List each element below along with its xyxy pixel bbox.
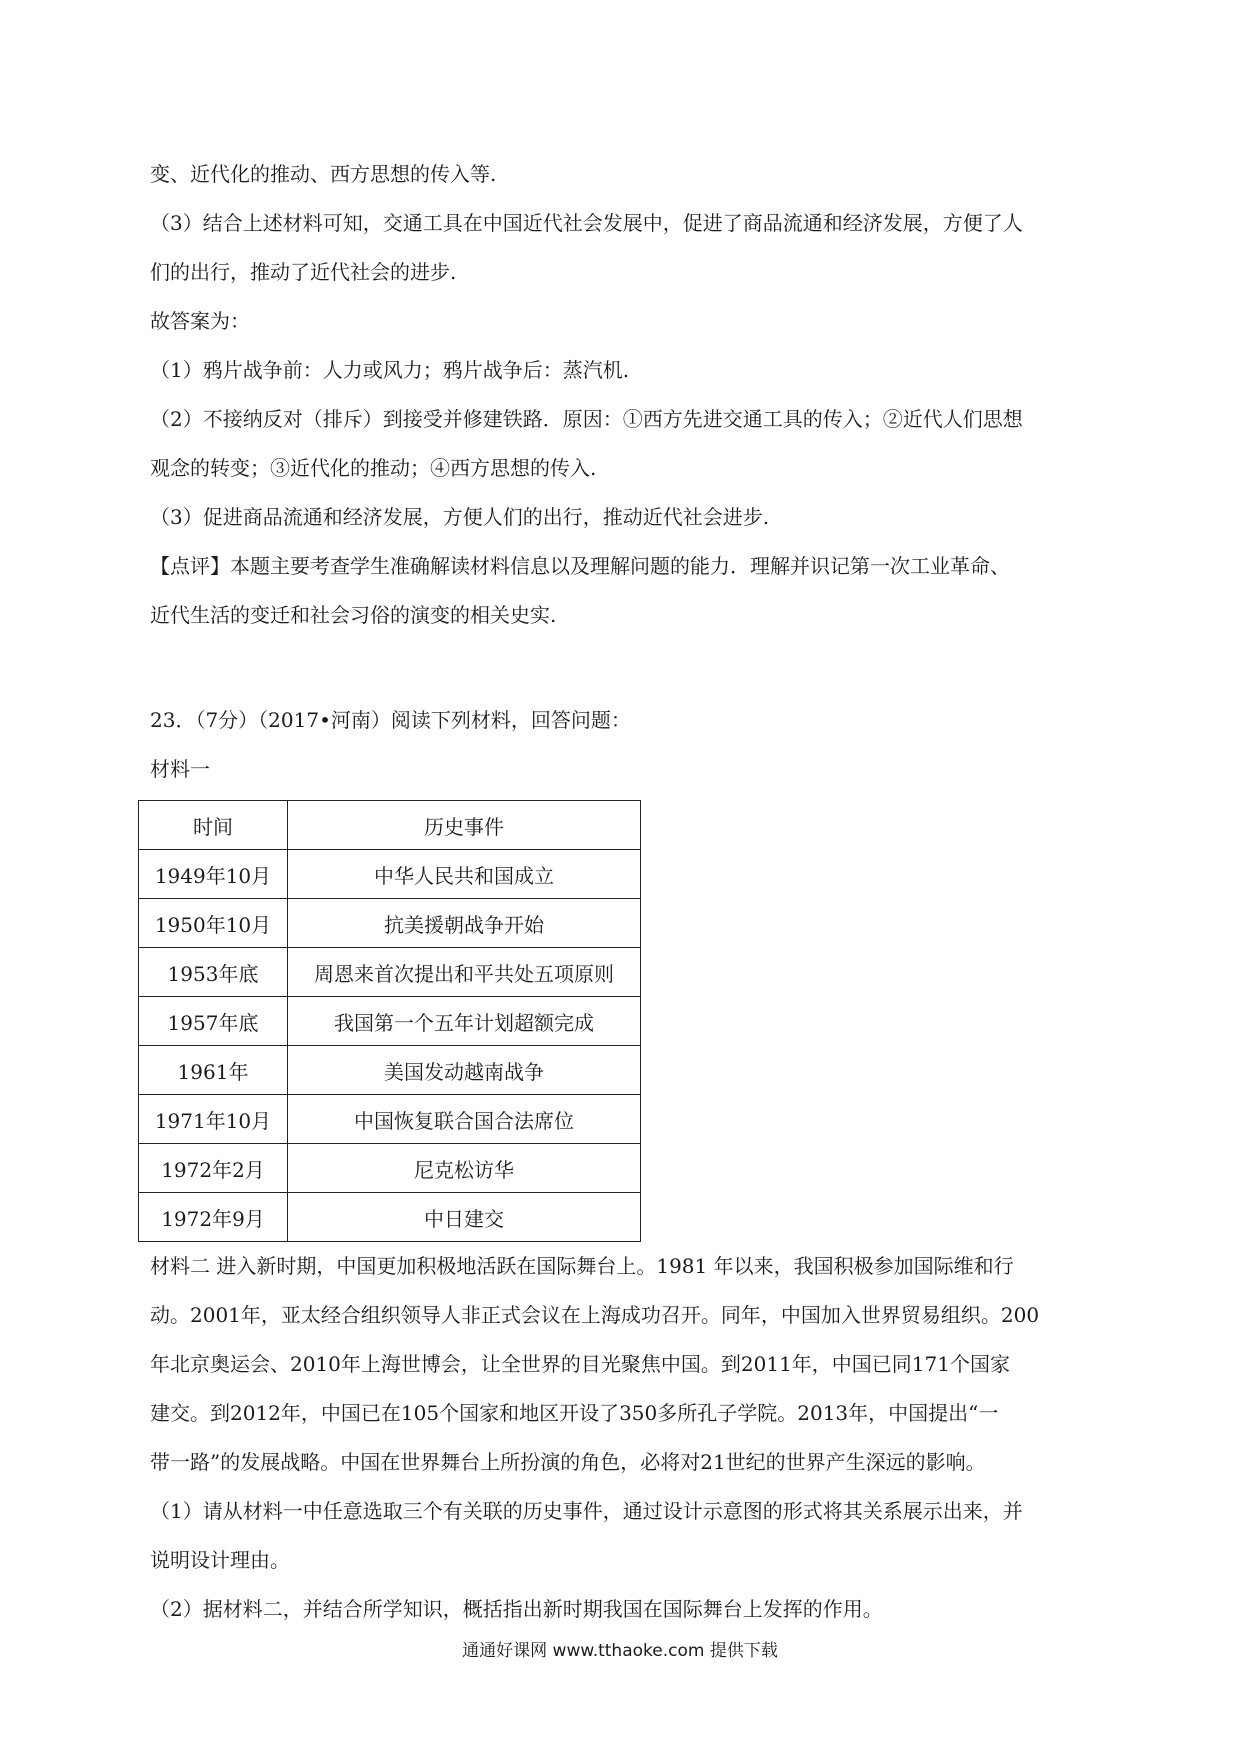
- material-one-label: 材料一: [150, 757, 210, 781]
- comment-line: 【点评】本题主要考查学生准确解读材料信息以及理解问题的能力．理解并识记第一次工业革命、: [150, 554, 1010, 578]
- material-two: [150, 1242, 1100, 1487]
- answer-line: （3）促进商品流通和经济发展，方便人们的出行，推动近代社会进步.: [150, 505, 770, 529]
- table-header-time: 时间: [139, 801, 288, 850]
- answer-line: 变、近代化的推动、西方思想的传入等.: [150, 162, 497, 186]
- table-row: [139, 1046, 641, 1095]
- table-cell-event: 抗美援朝战争开始: [288, 899, 641, 948]
- table-cell-event: 中华人民共和国成立: [288, 850, 641, 899]
- table-row: [139, 1144, 641, 1193]
- material-two-line: 年北京奥运会、2010年上海世博会，让全世界的目光聚焦中国。到2011年，中国已同171个国家: [150, 1352, 1010, 1376]
- material-two-line: 动。2001年，亚太经合组织领导人非正式会议在上海成功召开。同年，中国加入世界贸易组织。200: [150, 1303, 1040, 1327]
- table-cell-event: 中日建交: [288, 1193, 641, 1242]
- sub-question-line: （1）请从材料一中任意选取三个有关联的历史事件，通过设计示意图的形式将其关系展示出来，并: [150, 1499, 1023, 1523]
- section-spacer: [150, 640, 1100, 696]
- answer-section: [150, 150, 1100, 640]
- sub-question-line: 说明设计理由。: [150, 1548, 290, 1572]
- material-two-line: 建交。到2012年，中国已在105个国家和地区开设了350多所孔子学院。2013年，中国提出“一: [150, 1401, 999, 1425]
- table-cell-time: 1972年9月: [139, 1193, 288, 1242]
- table-cell-time: 1972年2月: [139, 1144, 288, 1193]
- answer-line: （3）结合上述材料可知，交通工具在中国近代社会发展中，促进了商品流通和经济发展，方便了人: [150, 211, 1023, 235]
- answer-line: （2）不接纳反对（排斥）到接受并修建铁路．原因：①西方先进交通工具的传入；②近代人们思想: [150, 407, 1023, 431]
- table-row: [139, 948, 641, 997]
- table-row: [139, 899, 641, 948]
- table-cell-time: 1950年10月: [139, 899, 288, 948]
- table-cell-time: 1949年10月: [139, 850, 288, 899]
- history-events-table: [138, 800, 641, 1242]
- page-footer: 通通好课网 www.tthaoke.com 提供下载: [462, 1641, 778, 1661]
- table-row: [139, 1095, 641, 1144]
- table-cell-event: 美国发动越南战争: [288, 1046, 641, 1095]
- answer-line: 故答案为：: [150, 309, 250, 333]
- table-cell-event: 周恩来首次提出和平共处五项原则: [288, 948, 641, 997]
- table-header-row: [139, 801, 641, 850]
- question-header: 23．（7分）（2017•河南）阅读下列材料，回答问题：: [150, 708, 631, 732]
- table-row: [139, 997, 641, 1046]
- answer-line: 观念的转变；③近代化的推动；④西方思想的传入.: [150, 456, 597, 480]
- table-cell-time: 1971年10月: [139, 1095, 288, 1144]
- table-cell-event: 尼克松访华: [288, 1144, 641, 1193]
- table-header-event: 历史事件: [288, 801, 641, 850]
- question-23: [150, 696, 1100, 1634]
- table-cell-event: 我国第一个五年计划超额完成: [288, 997, 641, 1046]
- sub-question-line: （2）据材料二，并结合所学知识，概括指出新时期我国在国际舞台上发挥的作用。: [150, 1597, 883, 1621]
- table-cell-time: 1957年底: [139, 997, 288, 1046]
- answer-line: 们的出行，推动了近代社会的进步.: [150, 260, 457, 284]
- sub-questions: [150, 1487, 1100, 1634]
- material-two-line: 带一路”的发展战略。中国在世界舞台上所扮演的角色，必将对21世纪的世界产生深远的影响。: [150, 1450, 986, 1474]
- table-row: [139, 1193, 641, 1242]
- table-cell-time: 1953年底: [139, 948, 288, 997]
- answer-line: （1）鸦片战争前：人力或风力；鸦片战争后：蒸汽机.: [150, 358, 630, 382]
- comment-line: 近代生活的变迁和社会习俗的演变的相关史实.: [150, 603, 557, 627]
- document-page: [150, 150, 1100, 1634]
- table-cell-event: 中国恢复联合国合法席位: [288, 1095, 641, 1144]
- table-cell-time: 1961年: [139, 1046, 288, 1095]
- table-row: [139, 850, 641, 899]
- material-two-line: 材料二 进入新时期，中国更加积极地活跃在国际舞台上。1981 年以来，我国积极参加国际维和行: [150, 1254, 1014, 1278]
